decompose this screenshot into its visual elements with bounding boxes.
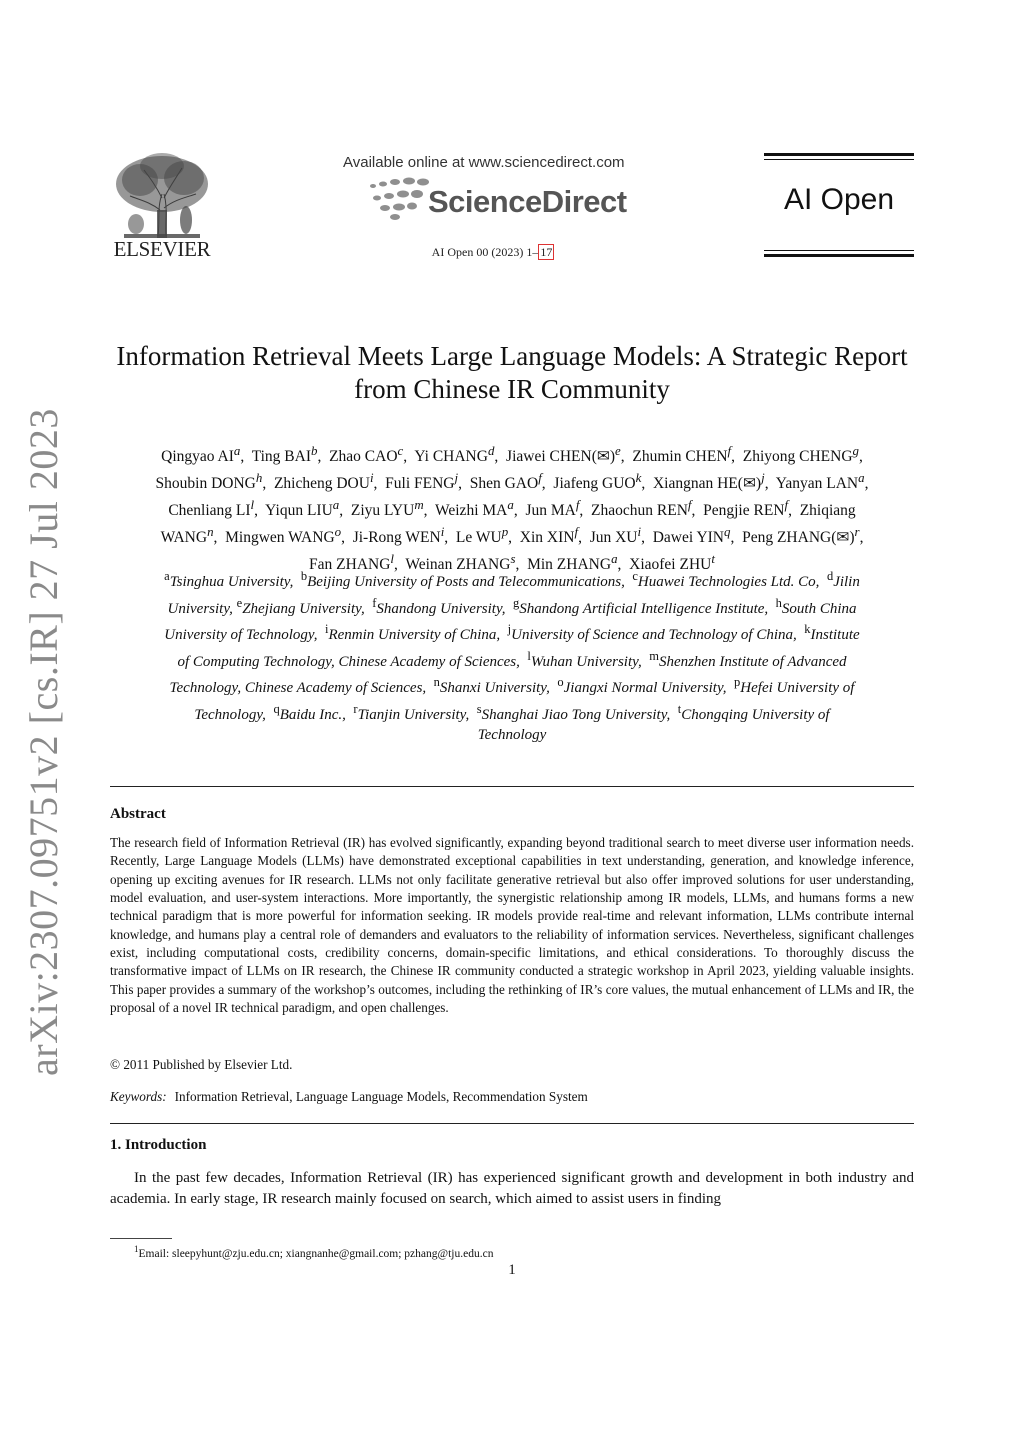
sciencedirect-dots-icon xyxy=(365,176,435,222)
journal-name: AI Open xyxy=(783,183,895,216)
sciencedirect-wordmark: ScienceDirect xyxy=(428,184,627,219)
section-heading-introduction: 1. Introduction xyxy=(110,1137,207,1153)
abstract-heading: Abstract xyxy=(110,806,166,822)
publisher-name: ELSEVIER xyxy=(113,237,211,261)
affiliation-list: $^a$Tsinghua University, $^b$Beijing University of Posts and Telecommunications, $^c$Huawei Technologies Ltd. Co, $^d$Jilin University, $^e$Zhejiang University, $^f$Shandong University, $^g$Shandong Artificial Intelligence Institute, $^h$South China University of Technology, $^i$Renmin University of China, $^j$University of Science and Technology of China, $^k$Institute of Computing Technology, Chinese Academy of Sciences, $^l$Wuhan University, $^m$Shenzhen Institute of Advanced Technology, Chinese Academy of Sciences, $^n$Shanxi University, $^o$Jiangxi Normal University, $^p$Hefei University of Technology, $^q$Baidu Inc., $^r$Tianjin University, $^s$Shanghai Jiao Tong University, $^t$Chongqing University of Technology xyxy=(164,569,860,743)
footnote xyxy=(134,1244,493,1260)
available-online-notice: Available online at www.sciencedirect.com xyxy=(343,154,625,171)
page-number: 1 xyxy=(508,1262,516,1278)
footnote-marker: 1 xyxy=(134,1244,139,1254)
journal-citation xyxy=(343,245,643,260)
journal-footer-rule xyxy=(764,250,914,251)
journal-footer-rule xyxy=(764,254,914,257)
abstract-body: The research field of Information Retrieval (IR) has evolved significantly, expanding beyond traditional search to meet diverse user information needs. Recently, Large Language Models (LLMs) have demonstrated exceptional capabilities in text understanding, generation, and knowledge inference, opening up exciting avenues for IR research. LLMs not only facilitate generative retrieval but also offer improved solutions for user understanding, model evaluation, and user-system interactions. More importantly, the synergistic relationship among IR models, LLMs, and humans forms a new technical paradigm that is more powerful for information seeking. IR models provide real-time and relevant information, LLMs contribute internal knowledge, and humans play a central role of demanders and evaluators to the reliability of information services. Nevertheless, significant challenges exist, including computational costs, credibility concerns, domain-specific limitations, and ethical considerations. To thoroughly discuss the transformative impact of LLMs on IR research, the Chinese IR community conducted a strategic workshop in April 2023, yielding valuable insights. This paper provides a summary of the workshop’s outcomes, including the rethinking of IR’s core values, the mutual enhancement of LLMs and IR, the proposal of a novel IR technical paradigm, and open challenges. xyxy=(110,835,914,1016)
paper-title: Information Retrieval Meets Large Language Models: A Strategic Report from Chinese IR Community xyxy=(116,341,908,404)
journal-header-rule xyxy=(764,153,914,156)
arxiv-identifier-stamp: arXiv:2307.09751v2 [cs.IR] 27 Jul 2023 xyxy=(21,408,66,1076)
section-divider xyxy=(110,786,914,787)
footnote-text: Email: sleepyhunt@zju.edu.cn; xiangnanhe@gmail.com; pzhang@tju.edu.cn xyxy=(138,1247,494,1260)
keywords-value: Information Retrieval, Language Language Models, Recommendation System xyxy=(174,1089,588,1104)
citation-page-link[interactable]: 17 xyxy=(540,245,553,259)
citation-text: AI Open 00 (2023) 1– xyxy=(431,245,539,259)
keywords-label: Keywords: xyxy=(110,1089,167,1104)
author-list: Qingyao $AI^a$, Ting BAI$^b$, Zhao CAO$^c$, Yi CHANG$^d$, Jiawei CHEN(✉)$^e$, Zhumin CHEN$^f$, Zhiyong CHENG$^g$, Shoubin DONG$^h$, Zhicheng DOU$^i$, Fuli FENG$^j$, Shen GAO$^f$, Jiafeng GUO$^k$, Xiangnan HE(✉)$^j$, Yanyan LAN$^a$, Chenliang $LI^l$, Yiqun LIU$^a$, Ziyu LYU$^m$, Weizhi $MA^a$, Jun $MA^f$, Zhaochun REN$^f$, Pengjie REN$^f$, Zhiqiang WANG$^n$, Mingwen WANG$^o$, Ji-Rong WEN$^i$, Le $WU^p$, Xin XIN$^f$, Jun $XU^i$, Dawei YIN$^q$, Peng ZHANG(✉)$^r$, Fan ZHANG$^l$, Weinan ZHANG$^s$, Min ZHANG$^a$, Xiaofei ZHU$^t$ xyxy=(155,443,869,573)
section-divider xyxy=(110,1123,914,1124)
journal-header-rule xyxy=(764,159,914,160)
copyright-notice: © 2011 Published by Elsevier Ltd. xyxy=(110,1057,293,1072)
introduction-paragraph: In the past few decades, Information Retrieval (IR) has experienced significant growth and development in both industry and academia. In early stage, IR research mainly focused on search, which aimed to assist users in finding xyxy=(110,1170,914,1207)
footnote-rule xyxy=(110,1238,172,1239)
keywords-line xyxy=(110,1089,588,1105)
